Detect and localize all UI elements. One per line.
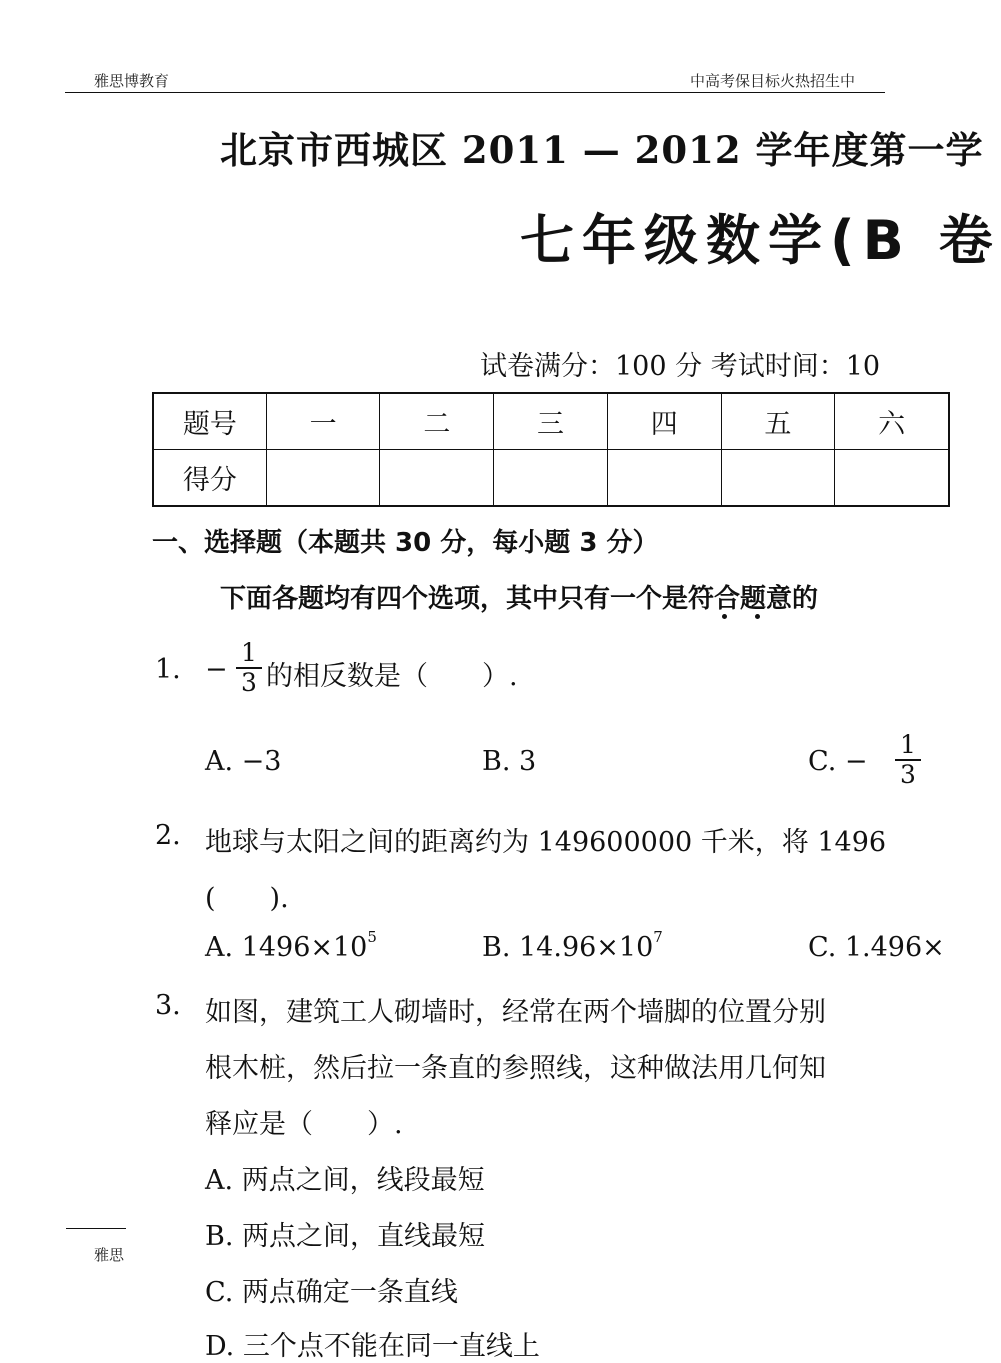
score-table-score-row <box>153 450 949 507</box>
footer-rule <box>66 1228 126 1229</box>
table-cell: 四 <box>607 393 721 450</box>
section-heading: 一、选择题（本题共 30 分，每小题 3 分） <box>152 528 659 558</box>
table-cell: 五 <box>721 393 835 450</box>
score-entry-cell <box>380 450 494 507</box>
score-table-header-row <box>153 393 949 450</box>
option-c: C. 1.496× <box>808 932 945 963</box>
fraction <box>895 732 921 788</box>
minus-sign: − <box>205 654 228 685</box>
footer-left-text: 雅思 <box>94 1246 125 1264</box>
section-instruction: 下面各题均有四个选项，其中只有一个是符合题意的 <box>220 584 819 614</box>
score-entry-cell <box>607 450 721 507</box>
emphasis-dot <box>755 614 760 619</box>
option-b-exponent: 7 <box>653 928 663 946</box>
option-a-exponent: 5 <box>367 928 377 946</box>
option-c-label: C. − <box>808 746 868 777</box>
score-entry-cell <box>266 450 380 507</box>
option-b <box>482 928 663 963</box>
fraction-numerator: 1 <box>241 638 257 667</box>
table-cell: 三 <box>494 393 608 450</box>
option-a <box>205 928 377 963</box>
fraction <box>236 640 262 696</box>
table-cell: 二 <box>380 393 494 450</box>
header-left-text: 雅思博教育 <box>94 72 170 90</box>
exam-title: 北京市西城区 2011 — 2012 学年度第一学 <box>220 128 984 172</box>
header-right-text: 中高考保目标火热招生中 <box>690 72 856 90</box>
question-text: 如图，建筑工人砌墙时，经常在两个墙脚的位置分别 <box>205 997 826 1028</box>
question-text: 的相反数是（ ）. <box>266 661 518 692</box>
table-cell: 一 <box>266 393 380 450</box>
option-d: D. 三个点不能在同一直线上 <box>205 1331 540 1362</box>
question-text: 根木桩，然后拉一条直的参照线，这种做法用几何知 <box>205 1053 826 1084</box>
score-entry-cell <box>721 450 835 507</box>
question-text: 释应是（ ）. <box>205 1109 403 1140</box>
exam-subtitle: 七年级数学(B 卷 <box>520 209 1001 272</box>
table-cell: 六 <box>835 393 949 450</box>
option-a-base: A. 1496×10 <box>205 932 368 963</box>
question-number: 2. <box>155 820 181 851</box>
fraction-numerator: 1 <box>900 730 916 759</box>
question-text: 地球与太阳之间的距离约为 149600000 千米，将 1496 <box>205 827 887 858</box>
table-cell: 题号 <box>153 393 266 450</box>
fraction-denominator: 3 <box>900 760 916 789</box>
question-number: 3. <box>155 990 181 1021</box>
emphasis-dot <box>722 614 727 619</box>
question-text: ( ). <box>205 883 289 914</box>
score-table <box>152 392 950 507</box>
exam-meta: 试卷满分：100 分 考试时间：10 <box>480 351 881 382</box>
option-a: A. 两点之间，线段最短 <box>205 1165 485 1196</box>
question-number: 1. <box>155 654 181 685</box>
fraction-denominator: 3 <box>241 668 257 697</box>
option-a: A. −3 <box>205 746 282 777</box>
option-b: B. 两点之间，直线最短 <box>205 1221 486 1252</box>
header-rule <box>65 92 885 93</box>
option-c: C. 两点确定一条直线 <box>205 1277 458 1308</box>
option-b-base: B. 14.96×10 <box>482 932 654 963</box>
score-entry-cell <box>494 450 608 507</box>
score-entry-cell <box>835 450 949 507</box>
option-b: B. 3 <box>482 746 537 777</box>
table-cell: 得分 <box>153 450 266 507</box>
